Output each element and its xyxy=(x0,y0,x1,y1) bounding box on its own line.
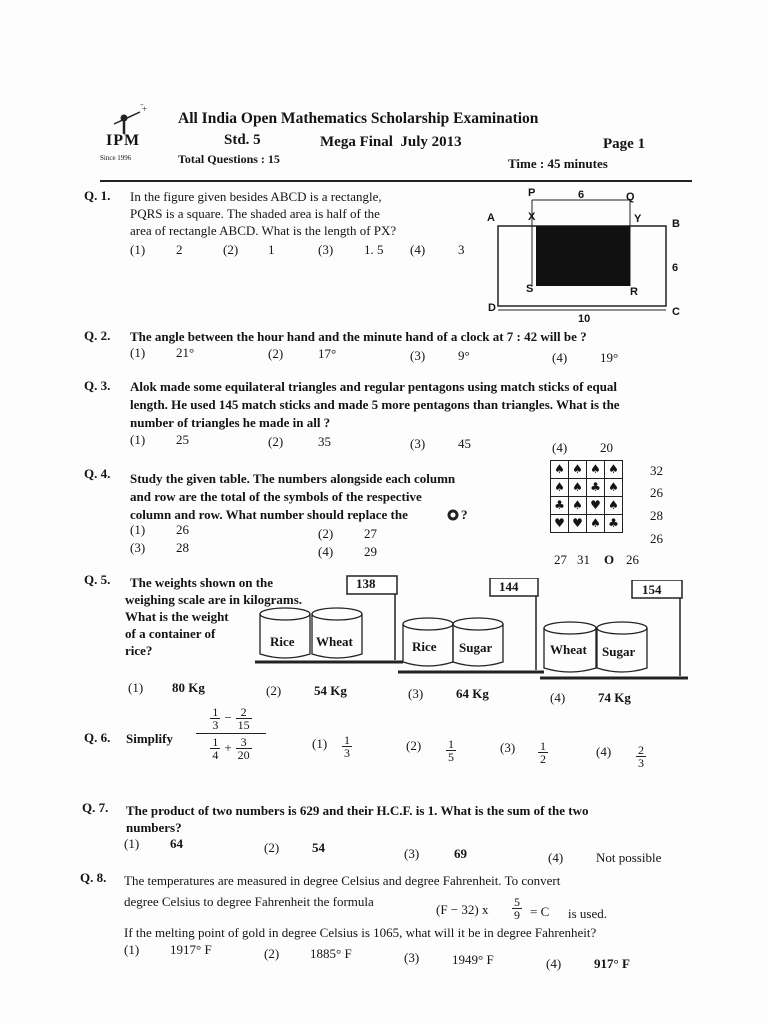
operator-minus: − xyxy=(224,710,232,726)
scale-weight: 144 xyxy=(499,579,519,594)
logo-text: IPM xyxy=(106,132,141,149)
question-text-line: rice? xyxy=(125,643,153,658)
exam-session: Mega Final July 2013 xyxy=(320,134,462,150)
fraction-denominator: 20 xyxy=(237,748,250,762)
col-total: 26 xyxy=(626,552,639,567)
fraction xyxy=(236,706,252,731)
col-total-unknown: O xyxy=(604,552,615,567)
figure-label-s: S xyxy=(526,283,534,295)
question-number: Q. 5. xyxy=(84,572,111,587)
option-label: (4) xyxy=(548,850,564,865)
option-label: (3) xyxy=(318,242,334,257)
compound-denominator xyxy=(196,734,266,761)
fraction xyxy=(210,706,220,731)
question-text-line: column and row. What number should replace the xyxy=(130,507,408,522)
option-value: 3 xyxy=(458,242,465,257)
container-label: Wheat xyxy=(316,634,353,649)
option-label: (1) xyxy=(128,680,144,695)
total-questions: Total Questions : 15 xyxy=(178,152,280,166)
question-text-line: What is the weight xyxy=(125,609,229,624)
container-label: Sugar xyxy=(459,640,493,655)
container-label: Rice xyxy=(270,634,295,649)
weighing-scale-2 xyxy=(398,578,548,680)
question-text-line: length. He used 145 match sticks and made 5 more pentagons than triangles. What is the xyxy=(130,397,620,412)
question-text-line: weighing scale are in kilograms. xyxy=(125,592,303,607)
grid-cell: ♥ xyxy=(551,515,569,533)
option-value: 20 xyxy=(600,440,613,455)
standard-label: Std. 5 xyxy=(224,132,261,148)
figure-label-d: D xyxy=(488,302,496,314)
option-value: Not possible xyxy=(596,850,662,865)
fraction-denominator: 3 xyxy=(212,718,219,732)
fraction-denominator: 4 xyxy=(212,748,219,762)
figure-label-a: A xyxy=(487,212,495,224)
question-text-line: PQRS is a square. The shaded area is half of the xyxy=(130,206,380,221)
option-label: (3) xyxy=(408,686,424,701)
option-label: (1) xyxy=(130,522,146,537)
question-text-line: Alok made some equilateral triangles and regular pentagons using match sticks of equal xyxy=(130,379,618,394)
logo-since: Since 1996 xyxy=(100,154,132,162)
option-label: (2) xyxy=(318,526,334,541)
svg-text:÷: ÷ xyxy=(140,104,144,109)
option-label: (4) xyxy=(552,440,568,455)
question-text-line: area of rectangle ABCD. What is the length of PX? xyxy=(130,223,397,238)
figure-label-c: C xyxy=(672,306,680,318)
grid-cell: ♥ xyxy=(569,515,587,533)
rectangle-square-figure xyxy=(480,186,690,326)
row-total: 26 xyxy=(650,485,663,500)
grid-cell: ♠ xyxy=(551,479,569,497)
question-text-line: If the melting point of gold in degree Celsius is 1065, what will it be in degree Fahrenheit? xyxy=(124,925,597,940)
svg-text:+: + xyxy=(142,104,148,114)
option-label: (2) xyxy=(266,683,282,698)
fraction-denominator: 5 xyxy=(448,750,454,764)
container-label: Wheat xyxy=(550,642,587,657)
grid-cell: ♠ xyxy=(587,461,605,479)
question-number: Q. 4. xyxy=(84,466,111,481)
option-label: (3) xyxy=(410,436,426,451)
circle-symbol-icon xyxy=(446,508,460,522)
option-label: (4) xyxy=(596,744,612,759)
grid-cell: ♠ xyxy=(605,461,623,479)
fraction-denominator: 2 xyxy=(540,752,546,766)
option-label: (1) xyxy=(312,736,328,751)
grid-cell: ♠ xyxy=(569,461,587,479)
question-text-line: The product of two numbers is 629 and their H.C.F. is 1. What is the sum of the two xyxy=(126,803,589,818)
fraction-denominator: 3 xyxy=(344,746,350,760)
option-value: 64 xyxy=(170,836,183,851)
option-label: (3) xyxy=(130,540,146,555)
option-value: 1917° F xyxy=(170,942,212,957)
fraction xyxy=(236,736,252,761)
option-value: 19° xyxy=(600,350,619,365)
grid-row xyxy=(551,515,623,533)
option-value: 17° xyxy=(318,346,337,361)
time-limit: Time : 45 minutes xyxy=(508,156,608,171)
symbol-grid xyxy=(550,460,623,533)
grid-cell: ♣ xyxy=(605,515,623,533)
fraction xyxy=(210,736,220,761)
option-fraction xyxy=(538,740,548,765)
formula-suffix: = C xyxy=(530,904,550,919)
fraction-denominator: 3 xyxy=(638,756,644,770)
option-value: 28 xyxy=(176,540,189,555)
option-value: 54 Kg xyxy=(314,683,347,698)
row-total: 26 xyxy=(650,531,663,546)
grid-cell: ♠ xyxy=(587,515,605,533)
option-label: (4) xyxy=(318,544,334,559)
question-number: Q. 8. xyxy=(80,870,107,885)
option-fraction xyxy=(446,738,456,763)
option-label: (2) xyxy=(264,840,280,855)
question-text-line: Study the given table. The numbers alongside each column xyxy=(130,471,456,486)
grid-cell: ♠ xyxy=(605,497,623,515)
grid-cell: ♠ xyxy=(569,479,587,497)
question-number: Q. 7. xyxy=(82,800,109,815)
row-total: 32 xyxy=(650,463,663,478)
fraction-numerator: 2 xyxy=(638,743,644,757)
option-value: 26 xyxy=(176,522,189,537)
grid-row xyxy=(551,479,623,497)
col-total: 27 xyxy=(554,552,567,567)
weighing-scale-3 xyxy=(540,580,690,684)
question-text-line: The temperatures are measured in degree Celsius and degree Fahrenheit. To convert xyxy=(124,873,561,888)
row-total: 28 xyxy=(650,508,663,523)
option-fraction xyxy=(342,734,352,759)
question-mark: ? xyxy=(461,507,468,522)
fraction-denominator: 15 xyxy=(237,718,250,732)
grid-cell: ♣ xyxy=(587,479,605,497)
option-label: (4) xyxy=(550,690,566,705)
fraction-numerator: 2 xyxy=(236,706,252,719)
page-number: Page 1 xyxy=(603,136,646,152)
option-value: 9° xyxy=(458,348,470,363)
option-value: 54 xyxy=(312,840,325,855)
question-text-line: degree Celsius to degree Fahrenheit the formula xyxy=(124,894,374,909)
option-value: 1. 5 xyxy=(364,242,384,257)
option-value: 2 xyxy=(176,242,183,257)
option-value: 27 xyxy=(364,526,377,541)
grid-cell: ♥ xyxy=(587,497,605,515)
option-label: (2) xyxy=(223,242,239,257)
option-value: 45 xyxy=(458,436,471,451)
option-label: (2) xyxy=(406,738,422,753)
grid-cell: ♣ xyxy=(551,497,569,515)
option-label: (1) xyxy=(124,836,140,851)
figure-label-x: X xyxy=(528,211,536,223)
option-value: 917° F xyxy=(594,956,630,971)
formula-fraction xyxy=(512,896,522,921)
question-text-line: and row are the total of the symbols of the respective xyxy=(130,489,422,504)
question-number: Q. 1. xyxy=(84,188,111,203)
compound-numerator xyxy=(196,706,266,734)
option-label: (4) xyxy=(410,242,426,257)
simplify-label: Simplify xyxy=(126,731,173,746)
question-number: Q. 6. xyxy=(84,730,111,745)
option-label: (3) xyxy=(404,950,420,965)
fraction-numerator: 1 xyxy=(212,705,219,719)
question-text-line: numbers? xyxy=(126,820,182,835)
fraction-numerator: 1 xyxy=(540,739,546,753)
grid-row xyxy=(551,461,623,479)
question-text-line: In the figure given besides ABCD is a rectangle, xyxy=(130,189,382,204)
option-label: (2) xyxy=(264,946,280,961)
option-value: 1885° F xyxy=(310,946,352,961)
scale-weight: 154 xyxy=(642,582,662,597)
operator-plus: + xyxy=(224,740,232,756)
figure-label-y: Y xyxy=(634,213,642,225)
option-value: 25 xyxy=(176,432,189,447)
header-divider xyxy=(100,180,692,182)
option-label: (4) xyxy=(546,956,562,971)
weighing-scale-1 xyxy=(255,574,405,674)
figure-label-r: R xyxy=(630,286,638,298)
option-label: (4) xyxy=(552,350,568,365)
figure-label-b: B xyxy=(672,218,680,230)
option-label: (1) xyxy=(130,432,146,447)
question-number: Q. 2. xyxy=(84,328,111,343)
option-label: (1) xyxy=(130,242,146,257)
fraction-numerator: 1 xyxy=(344,733,350,747)
question-text-line: The angle between the hour hand and the minute hand of a clock at 7 : 42 will be ? xyxy=(130,329,587,344)
question-number: Q. 3. xyxy=(84,378,111,393)
col-total: 31 xyxy=(577,552,590,567)
question-text-line: of a container of xyxy=(125,626,216,641)
container-label: Sugar xyxy=(602,644,636,659)
question-text-line: is used. xyxy=(568,906,607,921)
exam-title: All India Open Mathematics Scholarship Examination xyxy=(178,110,539,127)
scale-weight: 138 xyxy=(356,576,376,591)
figure-label-right: 6 xyxy=(672,262,679,274)
figure-label-bottom: 10 xyxy=(578,313,591,325)
option-value: 64 Kg xyxy=(456,686,489,701)
option-label: (1) xyxy=(130,345,146,360)
grid-cell: ♠ xyxy=(605,479,623,497)
option-value: 80 Kg xyxy=(172,680,205,695)
option-value: 29 xyxy=(364,544,377,559)
option-value: 35 xyxy=(318,434,331,449)
formula-prefix: (F − 32) x xyxy=(436,902,489,917)
option-value: 1 xyxy=(268,242,275,257)
figure-label-q: Q xyxy=(626,191,635,203)
option-label: (2) xyxy=(268,434,284,449)
option-value: 21° xyxy=(176,345,195,360)
option-value: 1949° F xyxy=(452,952,494,967)
question-text-line: number of triangles he made in all ? xyxy=(130,415,331,430)
fraction-numerator: 1 xyxy=(212,735,219,749)
option-value: 74 Kg xyxy=(598,690,631,705)
option-label: (2) xyxy=(268,346,284,361)
grid-cell: ♠ xyxy=(569,497,587,515)
option-fraction xyxy=(636,744,646,769)
fraction-numerator: 1 xyxy=(448,737,454,751)
option-label: (3) xyxy=(404,846,420,861)
fraction-denominator: 9 xyxy=(514,908,520,922)
option-label: (3) xyxy=(500,740,516,755)
option-label: (3) xyxy=(410,348,426,363)
option-label: (1) xyxy=(124,942,140,957)
question-text-line: The weights shown on the xyxy=(130,575,274,590)
grid-row xyxy=(551,497,623,515)
container-label: Rice xyxy=(412,639,437,654)
option-value: 69 xyxy=(454,846,467,861)
compound-fraction xyxy=(196,706,266,761)
figure-label-p: P xyxy=(528,187,536,199)
grid-cell: ♠ xyxy=(551,461,569,479)
figure-label-top: 6 xyxy=(578,189,585,201)
fraction-numerator: 3 xyxy=(236,736,252,749)
fraction-numerator: 5 xyxy=(514,895,520,909)
